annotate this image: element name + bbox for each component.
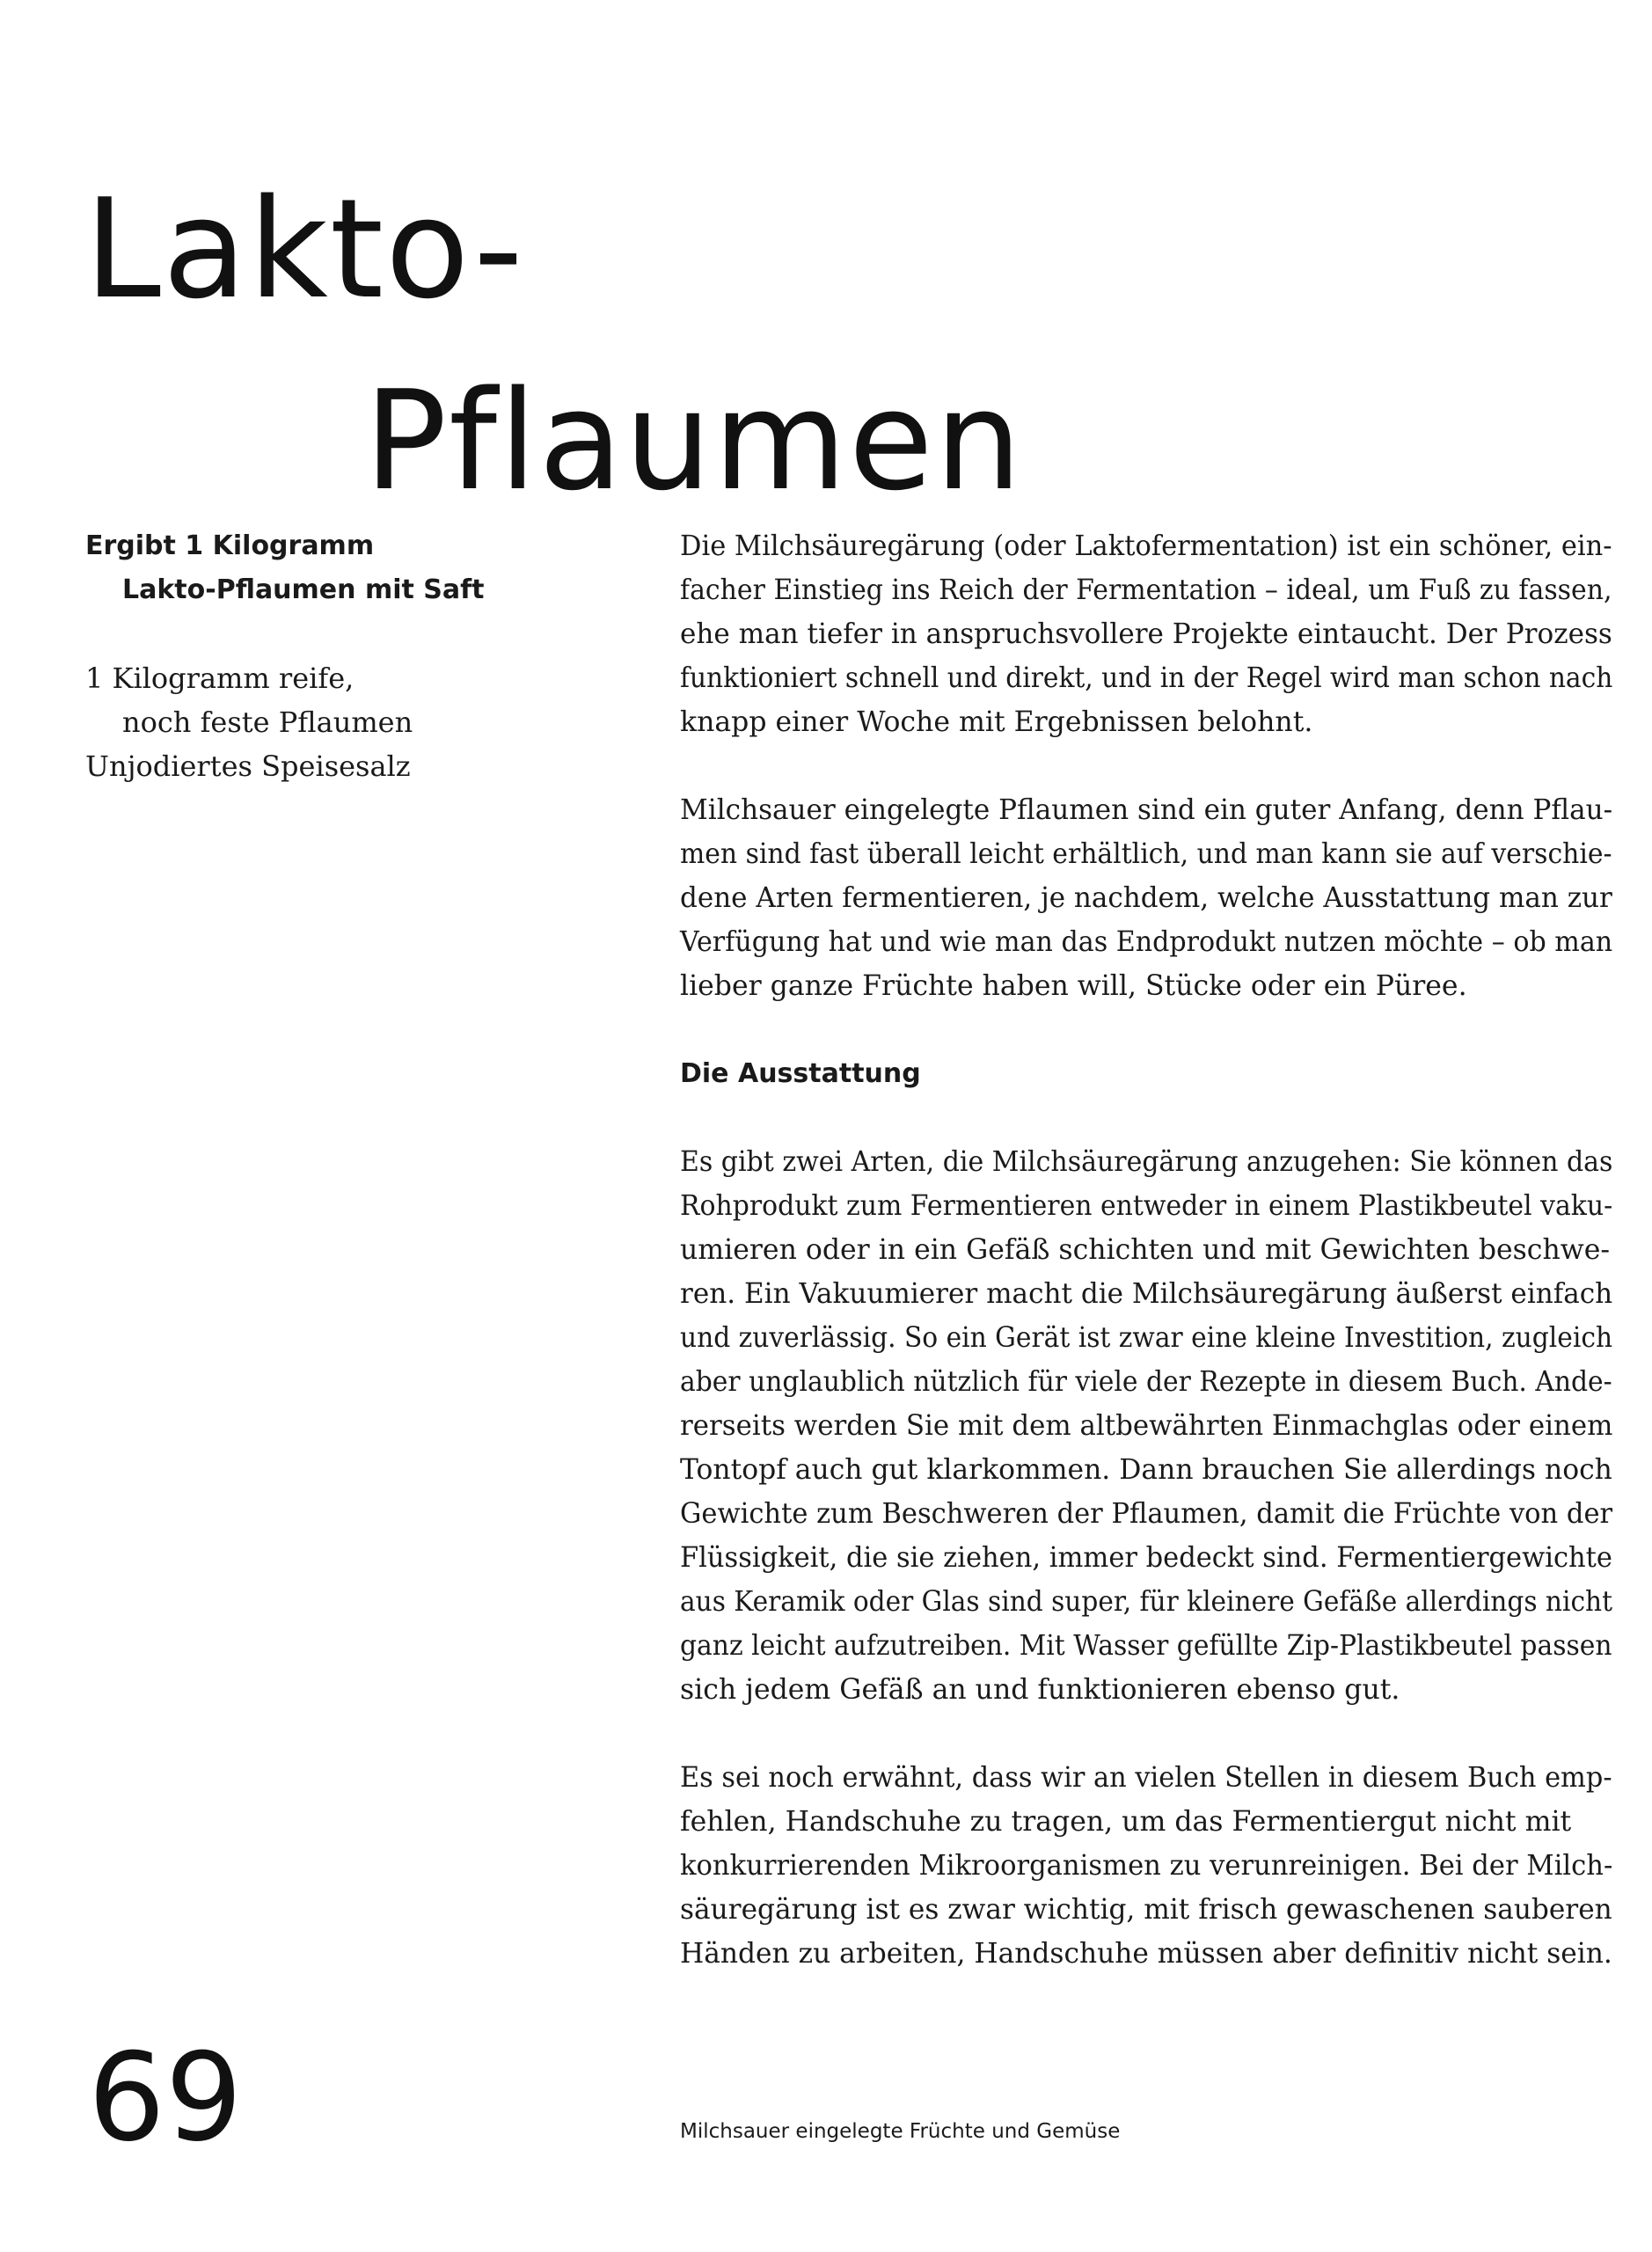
- running-footer: Milchsauer eingelegte Früchte und Gemüse: [680, 2120, 1121, 2143]
- paragraph-gloves: [680, 1756, 1612, 1976]
- text-line: und zuverlässig. So ein Gerät ist zwar eine kleine Investition, zugleich: [680, 1322, 1613, 1354]
- text-line: konkurrierenden Mikroorganismen zu verunreinigen. Bei der Milch-: [680, 1850, 1613, 1882]
- page-title-line-1: Lakto-: [84, 168, 525, 329]
- text-line: knapp einer Woche mit Ergebnissen belohnt.: [680, 706, 1313, 738]
- ingredient-line-continued: noch feste Pflaumen: [122, 706, 413, 739]
- body-text: [680, 524, 1612, 1976]
- text-line: sich jedem Gefäß an und funktionieren ebenso gut.: [680, 1674, 1400, 1706]
- text-line: funktioniert schnell und direkt, und in der Regel wird man schon nach: [680, 662, 1613, 694]
- text-line: aber unglaublich nützlich für viele der Rezepte in diesem Buch. Ande-: [680, 1366, 1612, 1398]
- yield-line-1: Ergibt 1 Kilogramm: [85, 530, 375, 561]
- text-line: Tontopf auch gut klarkommen. Dann brauchen Sie allerdings noch: [680, 1454, 1612, 1486]
- page-number: 69: [88, 2027, 243, 2168]
- text-line: ganz leicht aufzutreiben. Mit Wasser gefüllte Zip-Plastikbeutel passen: [680, 1630, 1612, 1662]
- text-line: fehlen, Handschuhe zu tragen, um das Fermentiergut nicht mit: [680, 1806, 1572, 1838]
- ingredient-line: Unjodiertes Speisesalz: [85, 749, 411, 783]
- text-line: lieber ganze Früchte haben will, Stücke oder ein Püree.: [680, 970, 1467, 1002]
- recipe-yield: [85, 524, 485, 612]
- text-line: Es sei noch erwähnt, dass wir an vielen Stellen in diesem Buch emp-: [680, 1762, 1612, 1794]
- ingredient-list: [85, 656, 413, 788]
- text-line: Rohprodukt zum Fermentieren entweder in einem Plastikbeutel vaku-: [680, 1190, 1613, 1222]
- text-line: aus Keramik oder Glas sind super, für kleinere Gefäße allerdings nicht: [680, 1586, 1612, 1618]
- text-line: Milchsauer eingelegte Pflaumen sind ein guter Anfang, denn Pflau-: [680, 794, 1613, 826]
- text-line: rerseits werden Sie mit dem altbewährten Einmachglas oder einem: [680, 1410, 1613, 1442]
- text-line: Händen zu arbeiten, Handschuhe müssen aber definitiv nicht sein.: [680, 1938, 1612, 1970]
- text-line: ren. Ein Vakuumierer macht die Milchsäuregärung äußerst einfach: [680, 1278, 1613, 1310]
- yield-line-2: Lakto-Pflaumen mit Saft: [122, 574, 485, 605]
- text-line: Die Milchsäuregärung (oder Laktofermentation) ist ein schöner, ein-: [680, 530, 1612, 562]
- paragraph-equipment: [680, 1140, 1612, 1712]
- text-line: Es gibt zwei Arten, die Milchsäuregärung anzugehen: Sie können das: [680, 1146, 1613, 1178]
- text-line: Gewichte zum Beschweren der Pflaumen, damit die Früchte von der: [680, 1498, 1613, 1530]
- ingredient-item: [85, 656, 413, 744]
- text-line: men sind fast überall leicht erhältlich, und man kann sie auf verschie-: [680, 838, 1612, 870]
- paragraph-intro: [680, 524, 1612, 744]
- page-title-line-2: Pflaumen: [364, 360, 1024, 521]
- text-line: dene Arten fermentieren, je nachdem, welche Ausstattung man zur: [680, 882, 1612, 914]
- text-line: säuregärung ist es zwar wichtig, mit frisch gewaschenen sauberen: [680, 1894, 1612, 1926]
- ingredient-item: [85, 744, 413, 788]
- text-line: umieren oder in ein Gefäß schichten und mit Gewichten beschwe-: [680, 1234, 1610, 1266]
- text-line: Flüssigkeit, die sie ziehen, immer bedeckt sind. Fermentiergewichte: [680, 1542, 1612, 1574]
- text-line: facher Einstieg ins Reich der Fermentation – ideal, um Fuß zu fassen,: [680, 574, 1612, 606]
- text-line: Verfügung hat und wie man das Endprodukt nutzen möchte – ob man: [680, 926, 1613, 958]
- ingredient-line: 1 Kilogramm reife,: [85, 662, 355, 695]
- text-line: ehe man tiefer in anspruchsvollere Projekte eintaucht. Der Prozess: [680, 618, 1612, 650]
- paragraph-plums: [680, 788, 1612, 1008]
- section-heading: Die Ausstattung: [680, 1058, 921, 1089]
